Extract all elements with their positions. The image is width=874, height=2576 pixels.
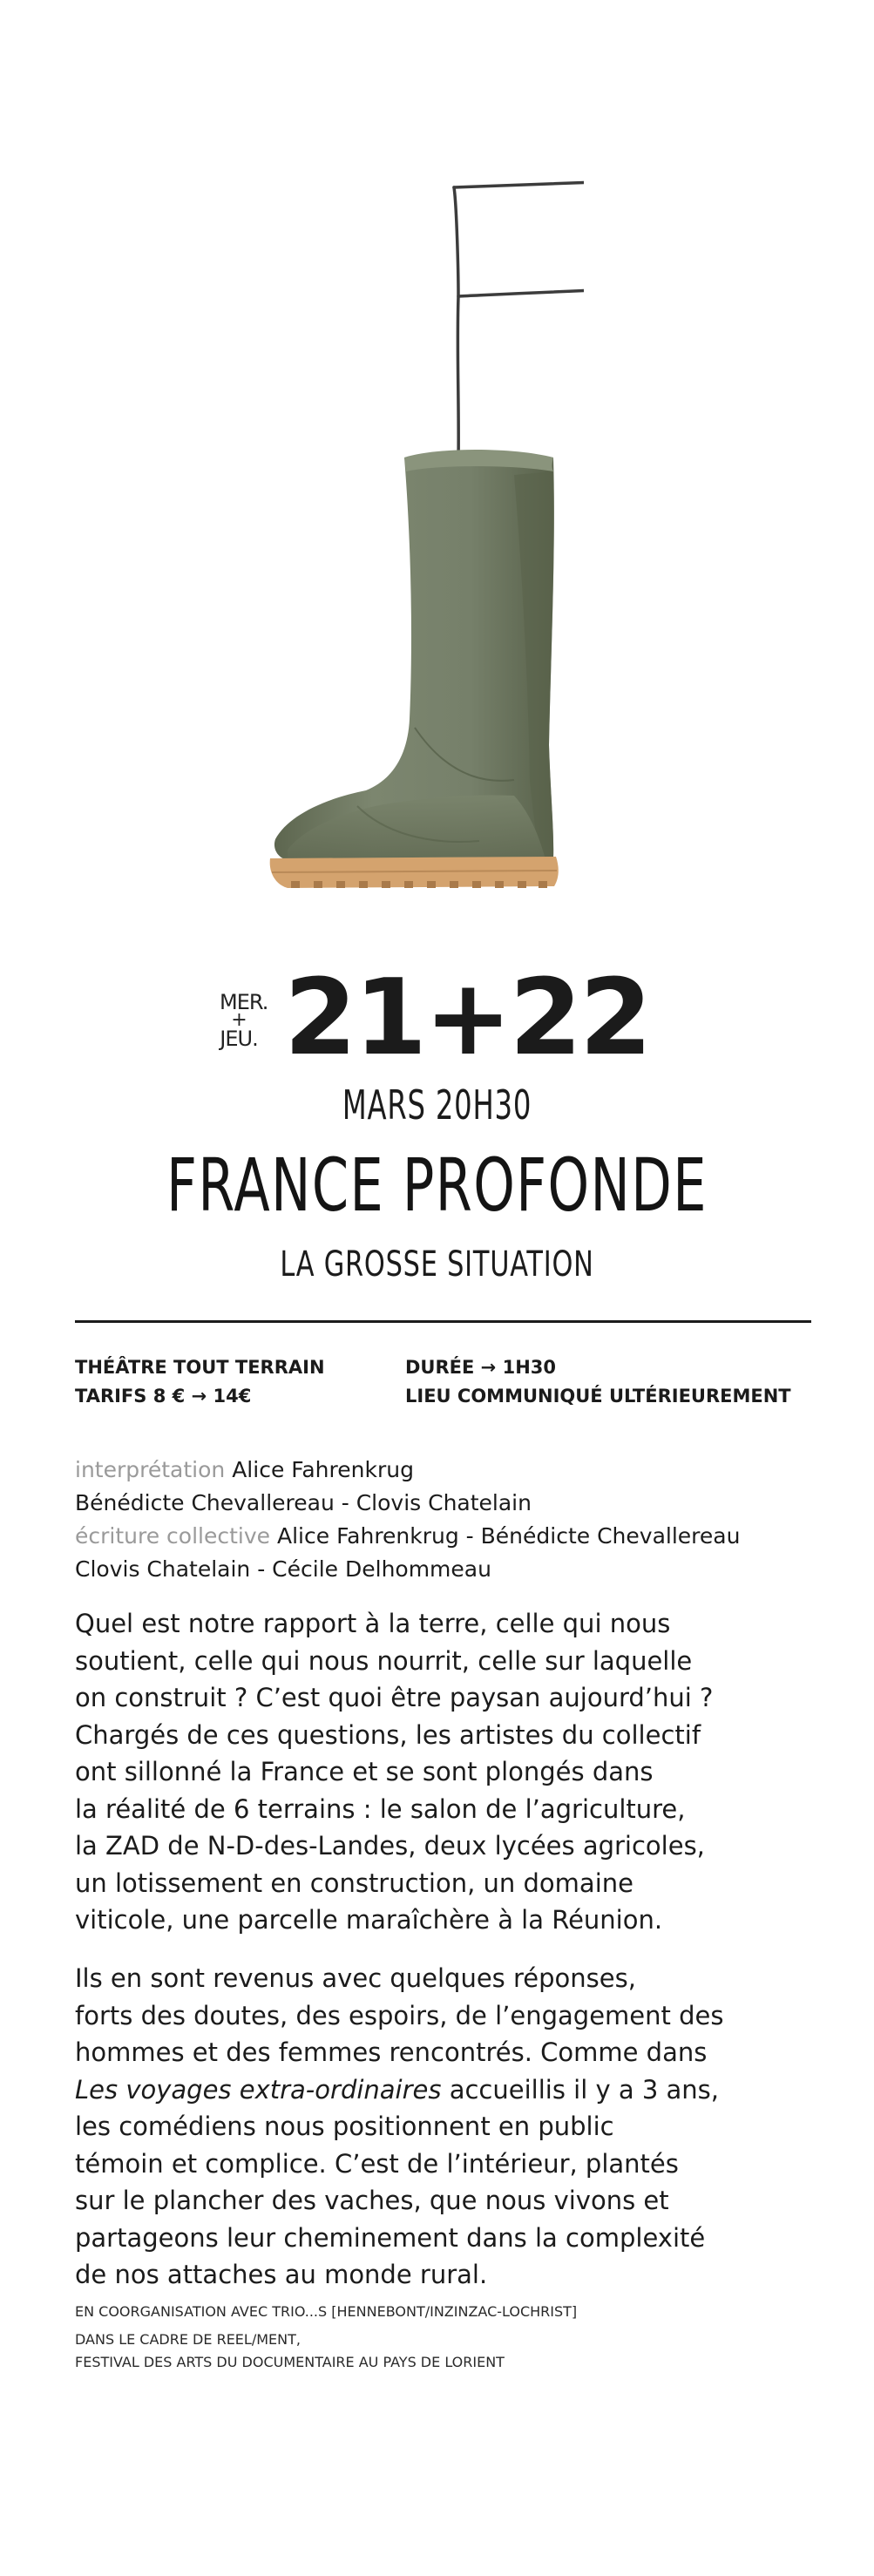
text-line: Chargés de ces questions, les artistes du collectif <box>75 1719 701 1750</box>
duration-label: DURÉE <box>405 1357 475 1378</box>
weekday-1: MER. <box>220 990 268 1014</box>
company-name: LA GROSSE SITUATION <box>280 1244 594 1285</box>
description-paragraph-1 <box>75 1605 816 1939</box>
cast-names-1: Alice Fahrenkrug <box>232 1457 414 1482</box>
text-line: forts des doutes, des espoirs, de l’engagement des <box>75 2000 724 2030</box>
flag-drawing <box>454 180 584 462</box>
text-line: soutient, celle qui nous nourrit, celle sur laquelle <box>75 1645 693 1676</box>
weekday-plus: + <box>231 1009 247 1031</box>
duration-value: 1H30 <box>502 1357 557 1378</box>
venue: THÉÂTRE TOUT TERRAIN <box>75 1357 325 1378</box>
writers-1: Alice Fahrenkrug - Bénédicte Chevallereau <box>277 1523 741 1549</box>
text-line: sur le plancher des vaches, que nous vivons et <box>75 2186 669 2215</box>
text-line: la réalité de 6 terrains : le salon de l’agriculture, <box>75 1793 686 1824</box>
text-line: Ils en sont revenus avec quelques réponses, <box>75 1963 636 1993</box>
text-line: un lotissement en construction, un domaine <box>75 1868 633 1898</box>
location: LIEU COMMUNIQUÉ ULTÉRIEUREMENT <box>405 1386 791 1407</box>
boot <box>270 450 559 888</box>
text-line: la ZAD de N-D-des-Landes, deux lycées agricoles, <box>75 1831 705 1861</box>
credit-line <box>75 1454 842 1487</box>
month-time: MARS 20H30 <box>342 1081 532 1129</box>
footer-coorganisation: EN COORGANISATION AVEC TRIO...S [HENNEBONT/INZINZAC-LOCHRIST] <box>75 2303 578 2320</box>
text-line: les comédiens nous positionnent en public <box>75 2112 614 2141</box>
text-line: Quel est notre rapport à la terre, celle qui nous <box>75 1609 671 1638</box>
arrow-right-icon: → <box>480 1357 497 1378</box>
italic-title: Les voyages extra-ordinaires <box>75 2074 442 2105</box>
show-title: FRANCE PROFONDE <box>166 1142 708 1228</box>
date-numbers: 21+22 <box>284 958 650 1079</box>
text-line: hommes et des femmes rencontrés. Comme dans <box>75 2037 708 2067</box>
footer-line: DANS LE CADRE DE REEL/MENT, <box>75 2331 301 2348</box>
weekdays <box>220 990 268 1051</box>
divider <box>75 1320 811 1323</box>
price-max: 14€ <box>213 1386 252 1407</box>
role-interpretation: interprétation <box>75 1457 226 1482</box>
footer-line: FESTIVAL DES ARTS DU DOCUMENTAIRE AU PAYS DE LORIENT <box>75 2354 505 2370</box>
text-line <box>75 2071 816 2109</box>
role-writing: écriture collective <box>75 1523 271 1549</box>
text-line: de nos attaches au monde rural. <box>75 2260 488 2289</box>
description-paragraph-2 <box>75 1960 816 2294</box>
duration <box>405 1353 791 1382</box>
price-label: TARIFS 8 € <box>75 1386 186 1407</box>
writers-2: Clovis Chatelain - Cécile Delhommeau <box>75 1556 491 1582</box>
info-left <box>75 1353 325 1411</box>
cast-names-2: Bénédicte Chevallereau - Clovis Chatelain <box>75 1490 532 1515</box>
price <box>75 1382 325 1411</box>
text-line: témoin et complice. C’est de l’intérieur, plantés <box>75 2148 679 2179</box>
boot-flag-illustration <box>253 170 584 911</box>
weekday-2: JEU. <box>220 1027 258 1051</box>
arrow-right-icon: → <box>191 1386 207 1407</box>
credits <box>75 1454 842 1586</box>
info-right <box>405 1353 791 1411</box>
text-line: ont sillonné la France et se sont plongés dans <box>75 1757 654 1786</box>
text-line: on construit ? C’est quoi être paysan aujourd’hui ? <box>75 1683 714 1712</box>
footer-context <box>75 2329 842 2374</box>
text-tail: accueillis il y a 3 ans, <box>441 2074 720 2105</box>
credit-line <box>75 1520 842 1553</box>
text-line: partageons leur cheminement dans la complexité <box>75 2222 706 2253</box>
text-line: viticole, une parcelle maraîchère à la Réunion. <box>75 1905 663 1935</box>
